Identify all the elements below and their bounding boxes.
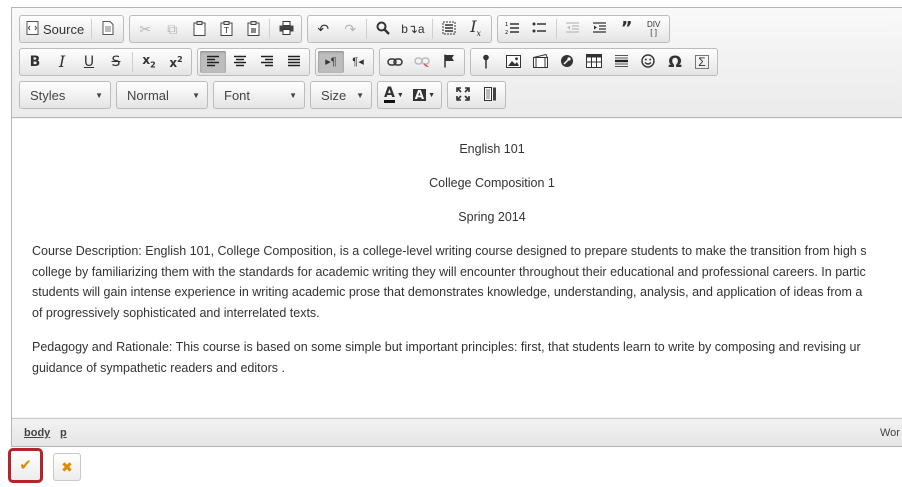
- chevron-down-icon: ▼: [192, 90, 200, 100]
- close-icon: ✖: [61, 459, 73, 475]
- course-subtitle: College Composition 1: [429, 176, 555, 190]
- clipboard-icon: [193, 21, 206, 38]
- select-all-icon: [442, 21, 456, 37]
- ltr-icon: ▸¶: [325, 55, 337, 68]
- align-left-button[interactable]: [200, 51, 226, 73]
- maximize-icon: [456, 87, 470, 103]
- indent-button[interactable]: [587, 18, 613, 40]
- table-icon: [586, 54, 602, 70]
- direction-group: [315, 48, 374, 76]
- save-button[interactable]: [8, 448, 43, 483]
- justify-button[interactable]: [281, 51, 307, 73]
- toolbar-row-3: [19, 81, 506, 109]
- italic-button[interactable]: [49, 51, 75, 73]
- superscript-icon: $x^2$: [169, 54, 183, 70]
- numbered-list-icon: [505, 21, 520, 37]
- paragraph-line: college by familiarizing them with the standards for academic writing they will encounter throughout their educational and professional careers. In partic: [32, 264, 866, 279]
- anchor-button[interactable]: [436, 51, 462, 73]
- clipboard-group: [129, 15, 302, 43]
- table-button[interactable]: [581, 51, 607, 73]
- tools-group: [447, 81, 506, 109]
- source-label: Source: [43, 21, 85, 37]
- show-blocks-icon: [484, 87, 497, 103]
- course-title: English 101: [459, 142, 525, 156]
- toolbar-separator: [432, 19, 433, 39]
- flag-icon: [443, 54, 455, 70]
- toolbar-row-1: [19, 15, 670, 43]
- paragraph-line: guidance of sympathetic readers and editors .: [32, 360, 285, 375]
- paragraph-line: students will gain intense experience in writing academic prose that demonstrates knowledge, understanding, analysis, and application of ideas from a: [32, 285, 863, 299]
- bulleted-list-icon: [532, 21, 547, 37]
- smiley-icon: [641, 54, 655, 70]
- ltr-button[interactable]: [318, 51, 344, 73]
- smiley-button[interactable]: [635, 51, 661, 73]
- redo-button[interactable]: [337, 18, 363, 40]
- omega-icon: Ω: [668, 52, 682, 71]
- redo-icon: ↷: [344, 21, 357, 37]
- format-label: Normal: [127, 87, 169, 103]
- undo-icon: ↶: [317, 21, 330, 37]
- chevron-down-icon: ▼: [396, 91, 404, 99]
- globe-icon: [560, 54, 574, 70]
- font-label: Font: [224, 87, 251, 103]
- styles-dropdown[interactable]: [19, 81, 111, 109]
- bg-color-button[interactable]: [409, 84, 439, 106]
- path-crumb-body[interactable]: body: [24, 427, 51, 439]
- remove-format-button[interactable]: [463, 18, 489, 40]
- underline-icon: U: [83, 54, 95, 70]
- styles-label: Styles: [30, 87, 66, 103]
- cut-button[interactable]: [132, 18, 158, 40]
- size-label: Size: [321, 87, 347, 103]
- chevron-down-icon: ▼: [356, 90, 364, 100]
- outdent-icon: [565, 21, 580, 37]
- align-left-icon: [206, 55, 220, 69]
- basic-styles-group: [19, 48, 192, 76]
- copy-button[interactable]: [159, 18, 185, 40]
- rich-text-editor: [11, 7, 902, 447]
- course-term: Spring 2014: [458, 210, 526, 224]
- paragraph-line: Course Description: English 101, College Composition, is a college-level writing course designed to prepare students to make the transition from high s: [32, 244, 867, 258]
- clear-format-icon: $I_x$: [470, 17, 482, 39]
- document-group: [19, 15, 124, 43]
- create-div-button[interactable]: [641, 18, 667, 40]
- film-icon: [533, 54, 548, 70]
- paste-button[interactable]: [186, 18, 212, 40]
- placeholder-button[interactable]: [473, 51, 499, 73]
- replace-icon: b↴a: [401, 22, 425, 36]
- paste-word-icon: [247, 21, 260, 38]
- course-description: [32, 241, 866, 323]
- chevron-down-icon: ▼: [428, 91, 436, 99]
- toolbar-separator: [556, 19, 557, 39]
- unlink-button[interactable]: [409, 51, 435, 73]
- svg-text:1: 1: [505, 22, 509, 28]
- element-path-bar: [12, 418, 902, 446]
- align-justify-icon: [287, 55, 301, 69]
- maximize-button[interactable]: [450, 84, 476, 106]
- chevron-down-icon: ▼: [289, 90, 297, 100]
- colors-group: [377, 81, 442, 109]
- editing-group: [307, 15, 491, 43]
- cancel-button[interactable]: [53, 453, 81, 481]
- horizontal-rule-button[interactable]: [608, 51, 634, 73]
- special-char-button[interactable]: [662, 51, 688, 73]
- blockquote-button[interactable]: [614, 18, 640, 40]
- rtl-button[interactable]: [345, 51, 371, 73]
- copy-icon: ⧉: [167, 21, 178, 37]
- size-dropdown[interactable]: [310, 81, 372, 109]
- link-icon: [387, 55, 403, 69]
- toolbar-separator: [132, 52, 133, 72]
- insert-group: [470, 48, 718, 76]
- outdent-button[interactable]: [560, 18, 586, 40]
- show-blocks-button[interactable]: [477, 84, 503, 106]
- math-button[interactable]: [689, 51, 715, 73]
- underline-button[interactable]: [76, 51, 102, 73]
- printer-icon: [279, 21, 294, 37]
- editor-toolbar: [12, 8, 902, 118]
- strike-button[interactable]: [103, 51, 129, 73]
- list-group: [497, 15, 670, 43]
- image-button[interactable]: [500, 51, 526, 73]
- horizontal-rule-icon: [614, 54, 629, 70]
- word-count: Wor: [880, 427, 900, 439]
- undo-button[interactable]: [310, 18, 336, 40]
- bold-icon: B: [29, 54, 41, 70]
- paragraph-line: Pedagogy and Rationale: This course is based on some simple but important principles: first, that students learn to write by composing and revising ur: [32, 340, 861, 354]
- pedagogy-paragraph: [32, 337, 861, 378]
- svg-text:2: 2: [505, 30, 509, 35]
- editor-content[interactable]: [12, 119, 902, 417]
- toolbar-separator: [91, 19, 92, 39]
- italic-icon: I: [58, 52, 66, 71]
- unlink-icon: [414, 55, 430, 69]
- align-center-icon: [233, 55, 247, 69]
- align-group: [197, 48, 310, 76]
- search-icon: [376, 21, 390, 37]
- superscript-button[interactable]: [163, 51, 189, 73]
- bold-button[interactable]: [22, 51, 48, 73]
- toolbar-separator: [366, 19, 367, 39]
- path-crumb-p[interactable]: p: [60, 427, 67, 439]
- paragraph-line: of progressively sophisticated and interrelated texts.: [32, 305, 320, 320]
- toolbar-row-2: [19, 48, 718, 76]
- paste-word-button[interactable]: [240, 18, 266, 40]
- subscript-icon: $x_2$: [142, 53, 156, 70]
- toolbar-separator: [269, 19, 270, 39]
- find-button[interactable]: [370, 18, 396, 40]
- preview-button[interactable]: [95, 18, 121, 40]
- replace-button[interactable]: [397, 18, 428, 40]
- pin-icon: [482, 54, 490, 71]
- source-button[interactable]: [22, 18, 88, 40]
- align-right-icon: [260, 55, 274, 69]
- paste-text-button[interactable]: [213, 18, 239, 40]
- document-icon: [102, 21, 114, 37]
- quote-icon: ”: [620, 18, 633, 39]
- flash-button[interactable]: [527, 51, 553, 73]
- background-color-icon: A: [414, 88, 425, 102]
- text-color-button[interactable]: [380, 84, 408, 106]
- image-icon: [506, 55, 521, 70]
- strikethrough-icon: S: [111, 54, 121, 70]
- subscript-button[interactable]: [136, 51, 162, 73]
- paste-text-icon: [220, 21, 233, 38]
- chevron-down-icon: ▼: [95, 90, 103, 100]
- iframe-button[interactable]: [554, 51, 580, 73]
- indent-icon: [592, 21, 607, 37]
- scissors-icon: ✂: [139, 21, 152, 37]
- link-button[interactable]: [382, 51, 408, 73]
- bulleted-list-button[interactable]: [527, 18, 553, 40]
- checkmark-icon: ✔: [19, 457, 32, 474]
- rtl-icon: ¶◂: [352, 55, 364, 68]
- editor-actions: [10, 451, 81, 483]
- align-center-button[interactable]: [227, 51, 253, 73]
- font-dropdown[interactable]: [213, 81, 305, 109]
- text-color-icon: A: [384, 85, 395, 101]
- links-group: [379, 48, 465, 76]
- align-right-button[interactable]: [254, 51, 280, 73]
- source-icon: [26, 21, 39, 37]
- select-all-button[interactable]: [436, 18, 462, 40]
- numbered-list-button[interactable]: [500, 18, 526, 40]
- format-dropdown[interactable]: [116, 81, 208, 109]
- svg-text:T: T: [223, 25, 229, 35]
- div-icon: DIV [ ]: [646, 20, 661, 37]
- print-button[interactable]: [273, 18, 299, 40]
- sigma-icon: Σ: [695, 55, 708, 69]
